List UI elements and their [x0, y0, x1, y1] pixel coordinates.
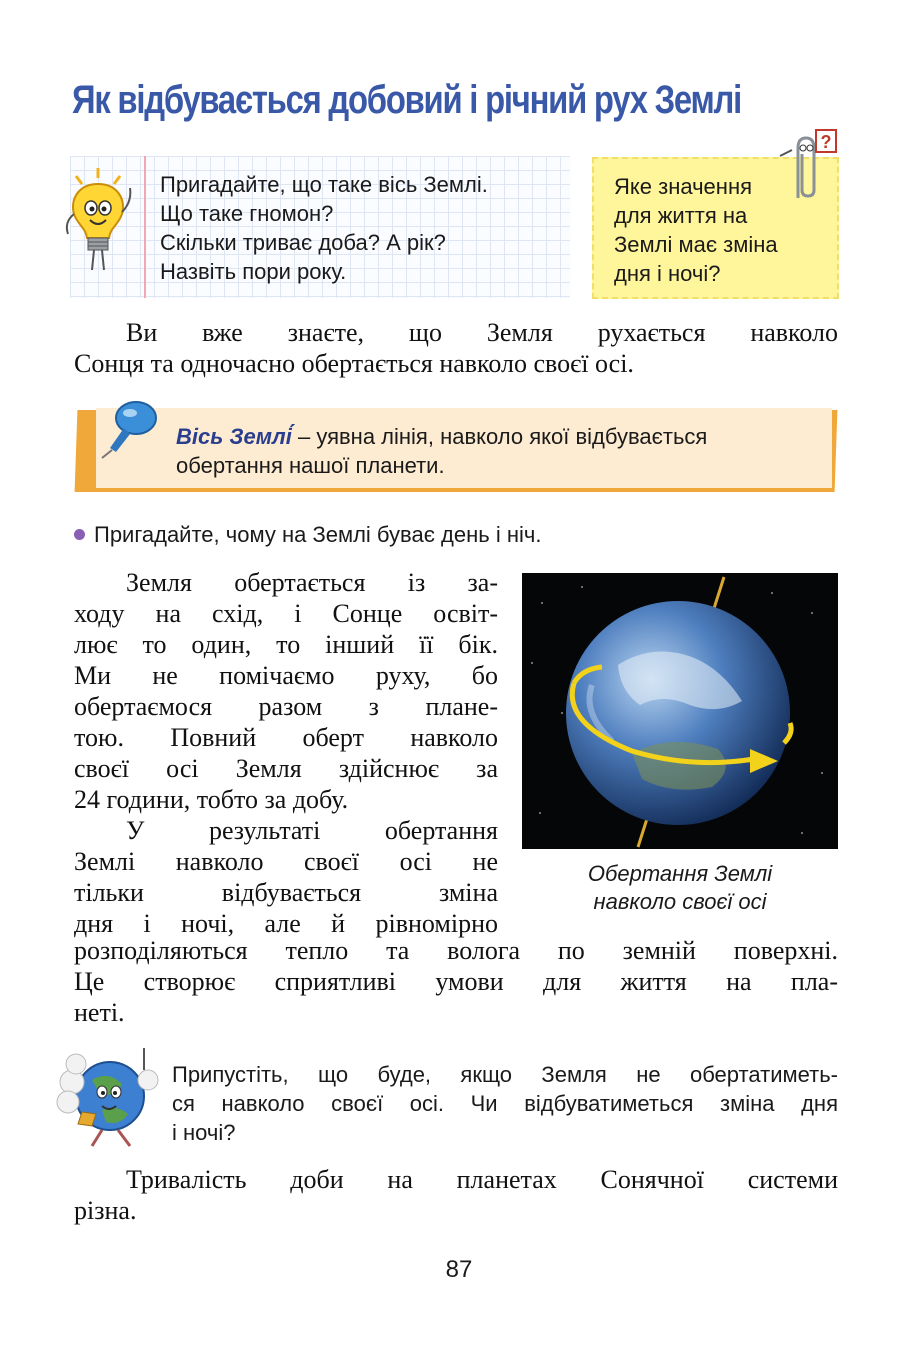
body-line: своєї осі Земля здійснює за	[74, 754, 498, 783]
recall-line: Що таке гномон?	[160, 201, 334, 226]
bullet-text: Пригадайте, чому на Землі буває день і ніч.	[94, 522, 542, 547]
closing-line-1: Тривалість доби на планетах Сонячної системи	[126, 1165, 838, 1194]
definition-term: Вісь Землі́	[176, 424, 292, 449]
body-column	[74, 567, 498, 939]
body-line: ходу на схід, і Сонце освіт-	[74, 599, 498, 628]
page-number: 87	[445, 1256, 473, 1283]
recall-line: Пригадайте, що таке вісь Землі.	[160, 172, 488, 197]
suppose-line: і ночі?	[172, 1120, 236, 1145]
globe-scientist-mascot-icon	[52, 1040, 162, 1150]
question-line: Яке значення	[614, 174, 753, 199]
body-line: Землі навколо своєї осі не	[74, 847, 498, 876]
suppose-line: Припустіть, що буде, якщо Земля не обертатиметь-	[172, 1062, 838, 1087]
suppose-task	[172, 1060, 838, 1147]
margin-rule	[144, 156, 146, 298]
caption-line-2: навколо своєї осі	[593, 889, 767, 914]
earth-globe-icon	[522, 573, 838, 849]
body-line: Ми не помічаємо руху, бо	[74, 661, 498, 690]
body-line: тою. Повний оберт навколо	[74, 723, 498, 752]
pushpin-icon	[96, 396, 166, 460]
photo-caption	[522, 860, 838, 916]
body-line: розподіляються тепло та волога по земній поверхні.	[74, 936, 838, 965]
body-line: Це створює сприятливі умови для життя на пла-	[74, 967, 838, 996]
bullet-dot-icon	[74, 529, 85, 540]
lightbulb-mascot-icon	[62, 162, 142, 280]
closing-line-2: різна.	[74, 1196, 137, 1225]
page-title: Як відбувається добовий і річний рух Землі	[72, 78, 742, 122]
recall-line: Назвіть пори року.	[160, 259, 347, 284]
body-line: обертаємося разом з плане-	[74, 692, 498, 721]
earth-rotation-photo	[522, 573, 838, 849]
recall-line: Скільки триває доба? А рік?	[160, 230, 446, 255]
question-note-text	[614, 172, 778, 288]
body-line: лює то один, то інший її бік.	[74, 630, 498, 659]
question-line: для життя на	[614, 203, 748, 228]
intro-line-1: Ви вже знаєте, що Земля рухається навколо	[126, 318, 838, 347]
suppose-line: ся навколо своєї осі. Чи відбуватиметься зміна дня	[172, 1091, 838, 1116]
question-badge: ?	[820, 132, 832, 152]
body-line: неті.	[74, 998, 125, 1027]
body-line: 24 години, тобто за добу.	[74, 785, 349, 814]
body-line: дня і ночі, але й рівномірно	[74, 909, 498, 938]
question-line: Землі має зміна	[614, 232, 778, 257]
question-line: дня і ночі?	[614, 261, 721, 286]
definition-rest: – уявна лінія, навколо якої відбувається	[291, 424, 708, 449]
body-full	[74, 935, 838, 1028]
body-line: У результаті обертання	[126, 816, 498, 845]
paperclip-mascot-icon	[770, 128, 840, 204]
bullet-prompt	[74, 522, 541, 548]
body-line: Земля обертається із за-	[126, 568, 498, 597]
body-line: тільки відбувається зміна	[74, 878, 498, 907]
recall-questions	[160, 170, 488, 286]
intro-line-2: Сонця та одночасно обертається навколо своєї осі.	[74, 349, 634, 378]
definition-text	[176, 422, 707, 480]
definition-line-2: обертання нашої планети.	[176, 453, 445, 478]
caption-line-1: Обертання Землі	[587, 861, 773, 886]
